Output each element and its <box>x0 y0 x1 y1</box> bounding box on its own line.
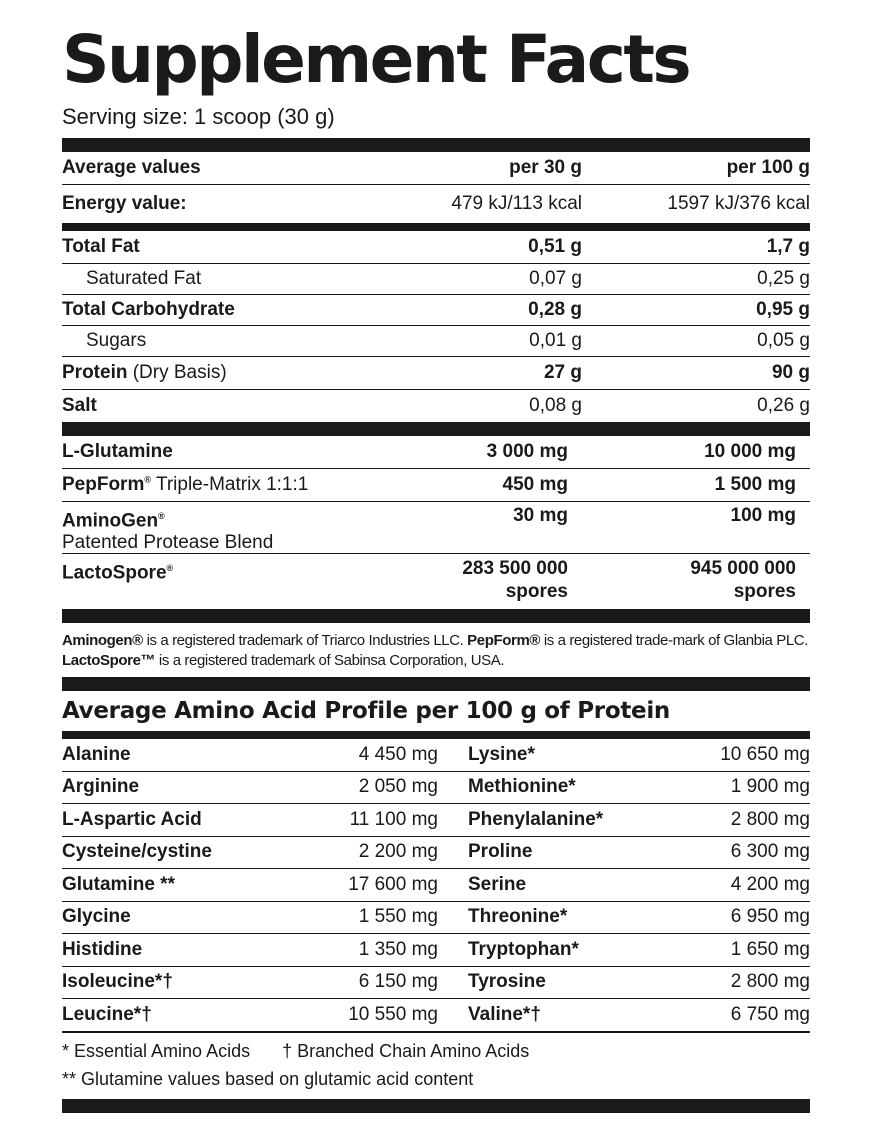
amino-name: Cysteine/cystine <box>62 841 212 863</box>
trademark-pepform: PepForm® <box>467 632 541 649</box>
divider-medium <box>62 223 810 231</box>
active-col2: 100 mg <box>730 505 796 526</box>
registered-mark: ® <box>158 511 165 521</box>
active-col1-group <box>374 557 568 603</box>
header-label: Average values <box>62 157 201 178</box>
amino-row <box>62 837 810 869</box>
energy-label: Energy value: <box>62 193 187 214</box>
active-label-extra: Triple-Matrix 1:1:1 <box>155 474 309 495</box>
active-col2-unit: spores <box>733 581 796 602</box>
footnotes <box>62 1033 810 1093</box>
amino-value: 4 200 mg <box>730 873 810 895</box>
active-row-l-glutamine <box>62 436 810 468</box>
nutrient-col2: 0,95 g <box>756 299 810 320</box>
nutrient-col1: 27 g <box>543 362 582 383</box>
amino-value: 2 800 mg <box>730 971 810 993</box>
active-row-pepform <box>62 469 810 501</box>
amino-name: Valine*† <box>468 1003 541 1025</box>
table-header-row <box>62 152 810 184</box>
nutrient-row-total-carbohydrate <box>62 295 810 325</box>
nutrient-col1: 0,01 g <box>529 330 582 351</box>
amino-name: Tryptophan* <box>468 938 579 960</box>
registered-mark: ® <box>144 474 151 485</box>
nutrient-row-sugars <box>62 326 810 356</box>
active-label-group <box>62 557 374 584</box>
nutrient-label: Total Fat <box>62 236 140 257</box>
nutrient-col2: 1,7 g <box>766 236 810 257</box>
energy-col1: 479 kJ/113 kcal <box>451 193 582 214</box>
nutrient-row-total-fat <box>62 231 810 263</box>
amino-value: 10 650 mg <box>720 743 810 765</box>
nutrient-row-salt <box>62 390 810 422</box>
amino-name: Phenylalanine* <box>468 808 604 830</box>
active-label-extra: Patented Protease Blend <box>62 532 274 554</box>
nutrient-col2: 0,25 g <box>757 268 810 289</box>
active-row-lactospore <box>62 554 810 605</box>
amino-row <box>62 804 810 836</box>
energy-row <box>62 185 810 223</box>
nutrient-col1: 0,07 g <box>529 268 582 289</box>
header-col1: per 30 g <box>509 157 582 178</box>
page-title: Supplement Facts <box>62 21 690 98</box>
amino-value: 17 600 mg <box>348 873 438 895</box>
nutrient-col1: 0,51 g <box>528 236 582 257</box>
amino-row <box>62 934 810 966</box>
amino-value: 6 300 mg <box>730 841 810 863</box>
amino-row <box>62 902 810 934</box>
nutrient-col1: 0,28 g <box>528 299 582 320</box>
trademark-text-1: is a registered trademark of Triarco Industries LLC. <box>142 632 468 649</box>
amino-value: 6 150 mg <box>358 971 438 993</box>
nutrient-label: Sugars <box>86 330 147 351</box>
footnote-glutamine: ** Glutamine values based on glutamic acid content <box>62 1068 474 1089</box>
divider-medium <box>62 731 810 739</box>
nutrient-row-protein <box>62 357 810 389</box>
active-label-group <box>62 474 374 496</box>
amino-value: 2 050 mg <box>358 776 438 798</box>
nutrient-col2: 90 g <box>771 362 810 383</box>
active-col1: 30 mg <box>513 505 568 526</box>
amino-name: Glutamine ** <box>62 873 175 895</box>
nutrient-label: Saturated Fat <box>86 268 202 289</box>
amino-name: Isoleucine*† <box>62 971 173 993</box>
amino-name: Lysine* <box>468 743 535 765</box>
amino-name: Leucine*† <box>62 1003 152 1025</box>
amino-name: Proline <box>468 841 533 863</box>
supplement-facts-panel <box>62 20 810 1113</box>
active-col2-group <box>568 557 810 603</box>
active-label-group <box>62 505 374 554</box>
amino-name: Alanine <box>62 743 131 765</box>
trademark-text-2: is a registered trade-mark of Glanbia PLC. <box>540 632 808 649</box>
footnote-bcaa: † Branched Chain Amino Acids <box>282 1040 530 1061</box>
amino-value: 11 100 mg <box>349 808 438 830</box>
amino-row <box>62 739 810 771</box>
divider-thick <box>62 422 810 436</box>
active-label: LactoSpore <box>62 562 167 584</box>
amino-name: Threonine* <box>468 906 568 928</box>
active-col1: 450 mg <box>502 474 568 495</box>
active-label: PepForm <box>62 474 145 495</box>
divider-thick <box>62 609 810 623</box>
amino-name: Methionine* <box>468 776 576 798</box>
active-col2: 1 500 mg <box>714 474 796 495</box>
active-label: AminoGen <box>62 510 159 532</box>
nutrient-row-saturated-fat <box>62 264 810 294</box>
active-col1: 283 500 000 <box>462 558 568 579</box>
trademark-lactospore: LactoSpore™ <box>62 652 156 669</box>
active-row-aminogen <box>62 502 810 553</box>
active-label: L-Glutamine <box>62 441 173 462</box>
amino-value: 6 750 mg <box>730 1003 810 1025</box>
amino-value: 2 200 mg <box>358 841 438 863</box>
amino-value: 2 800 mg <box>730 808 810 830</box>
amino-value: 4 450 mg <box>358 743 438 765</box>
serving-size: Serving size: 1 scoop (30 g) <box>62 104 335 129</box>
trademark-note <box>62 623 810 677</box>
amino-name: Serine <box>468 873 527 895</box>
amino-value: 1 550 mg <box>358 906 438 928</box>
amino-name: Histidine <box>62 938 143 960</box>
divider-thick <box>62 138 810 152</box>
header-col2: per 100 g <box>726 157 810 178</box>
amino-row <box>62 967 810 999</box>
amino-value: 1 350 mg <box>358 938 438 960</box>
energy-col2: 1597 kJ/376 kcal <box>667 193 810 214</box>
registered-mark: ® <box>166 563 174 573</box>
trademark-aminogen: Aminogen® <box>62 632 143 649</box>
active-col2: 945 000 000 <box>690 558 796 579</box>
nutrient-label: Protein <box>62 362 128 383</box>
amino-row <box>62 772 810 804</box>
nutrient-label-extra: (Dry Basis) <box>132 362 227 383</box>
nutrient-col2: 0,26 g <box>757 395 810 416</box>
active-col1-unit: spores <box>505 581 568 602</box>
amino-value: 1 900 mg <box>730 776 810 798</box>
amino-name: Glycine <box>62 906 131 928</box>
amino-acid-table <box>62 739 810 1031</box>
footnote-line-1 <box>62 1037 810 1065</box>
amino-name: Arginine <box>62 776 140 798</box>
amino-row <box>62 869 810 901</box>
footnote-essential: * Essential Amino Acids <box>62 1040 251 1061</box>
nutrient-label: Salt <box>62 395 97 416</box>
amino-value: 6 950 mg <box>730 906 810 928</box>
amino-acid-title: Average Amino Acid Profile per 100 g of Protein <box>62 698 670 724</box>
amino-value: 1 650 mg <box>730 938 810 960</box>
active-col1: 3 000 mg <box>486 441 568 462</box>
amino-name: L-Aspartic Acid <box>62 808 202 830</box>
amino-value: 10 550 mg <box>348 1003 438 1025</box>
active-col2: 10 000 mg <box>704 441 796 462</box>
divider-thick <box>62 677 810 691</box>
nutrient-col1: 0,08 g <box>529 395 582 416</box>
nutrient-col2: 0,05 g <box>757 330 810 351</box>
amino-row <box>62 999 810 1031</box>
amino-name: Tyrosine <box>468 971 546 993</box>
nutrient-label-group <box>62 362 388 384</box>
trademark-text-3: is a registered trademark of Sabinsa Corporation, USA. <box>155 652 505 669</box>
divider-thick <box>62 1099 810 1113</box>
nutrient-label: Total Carbohydrate <box>62 299 235 320</box>
